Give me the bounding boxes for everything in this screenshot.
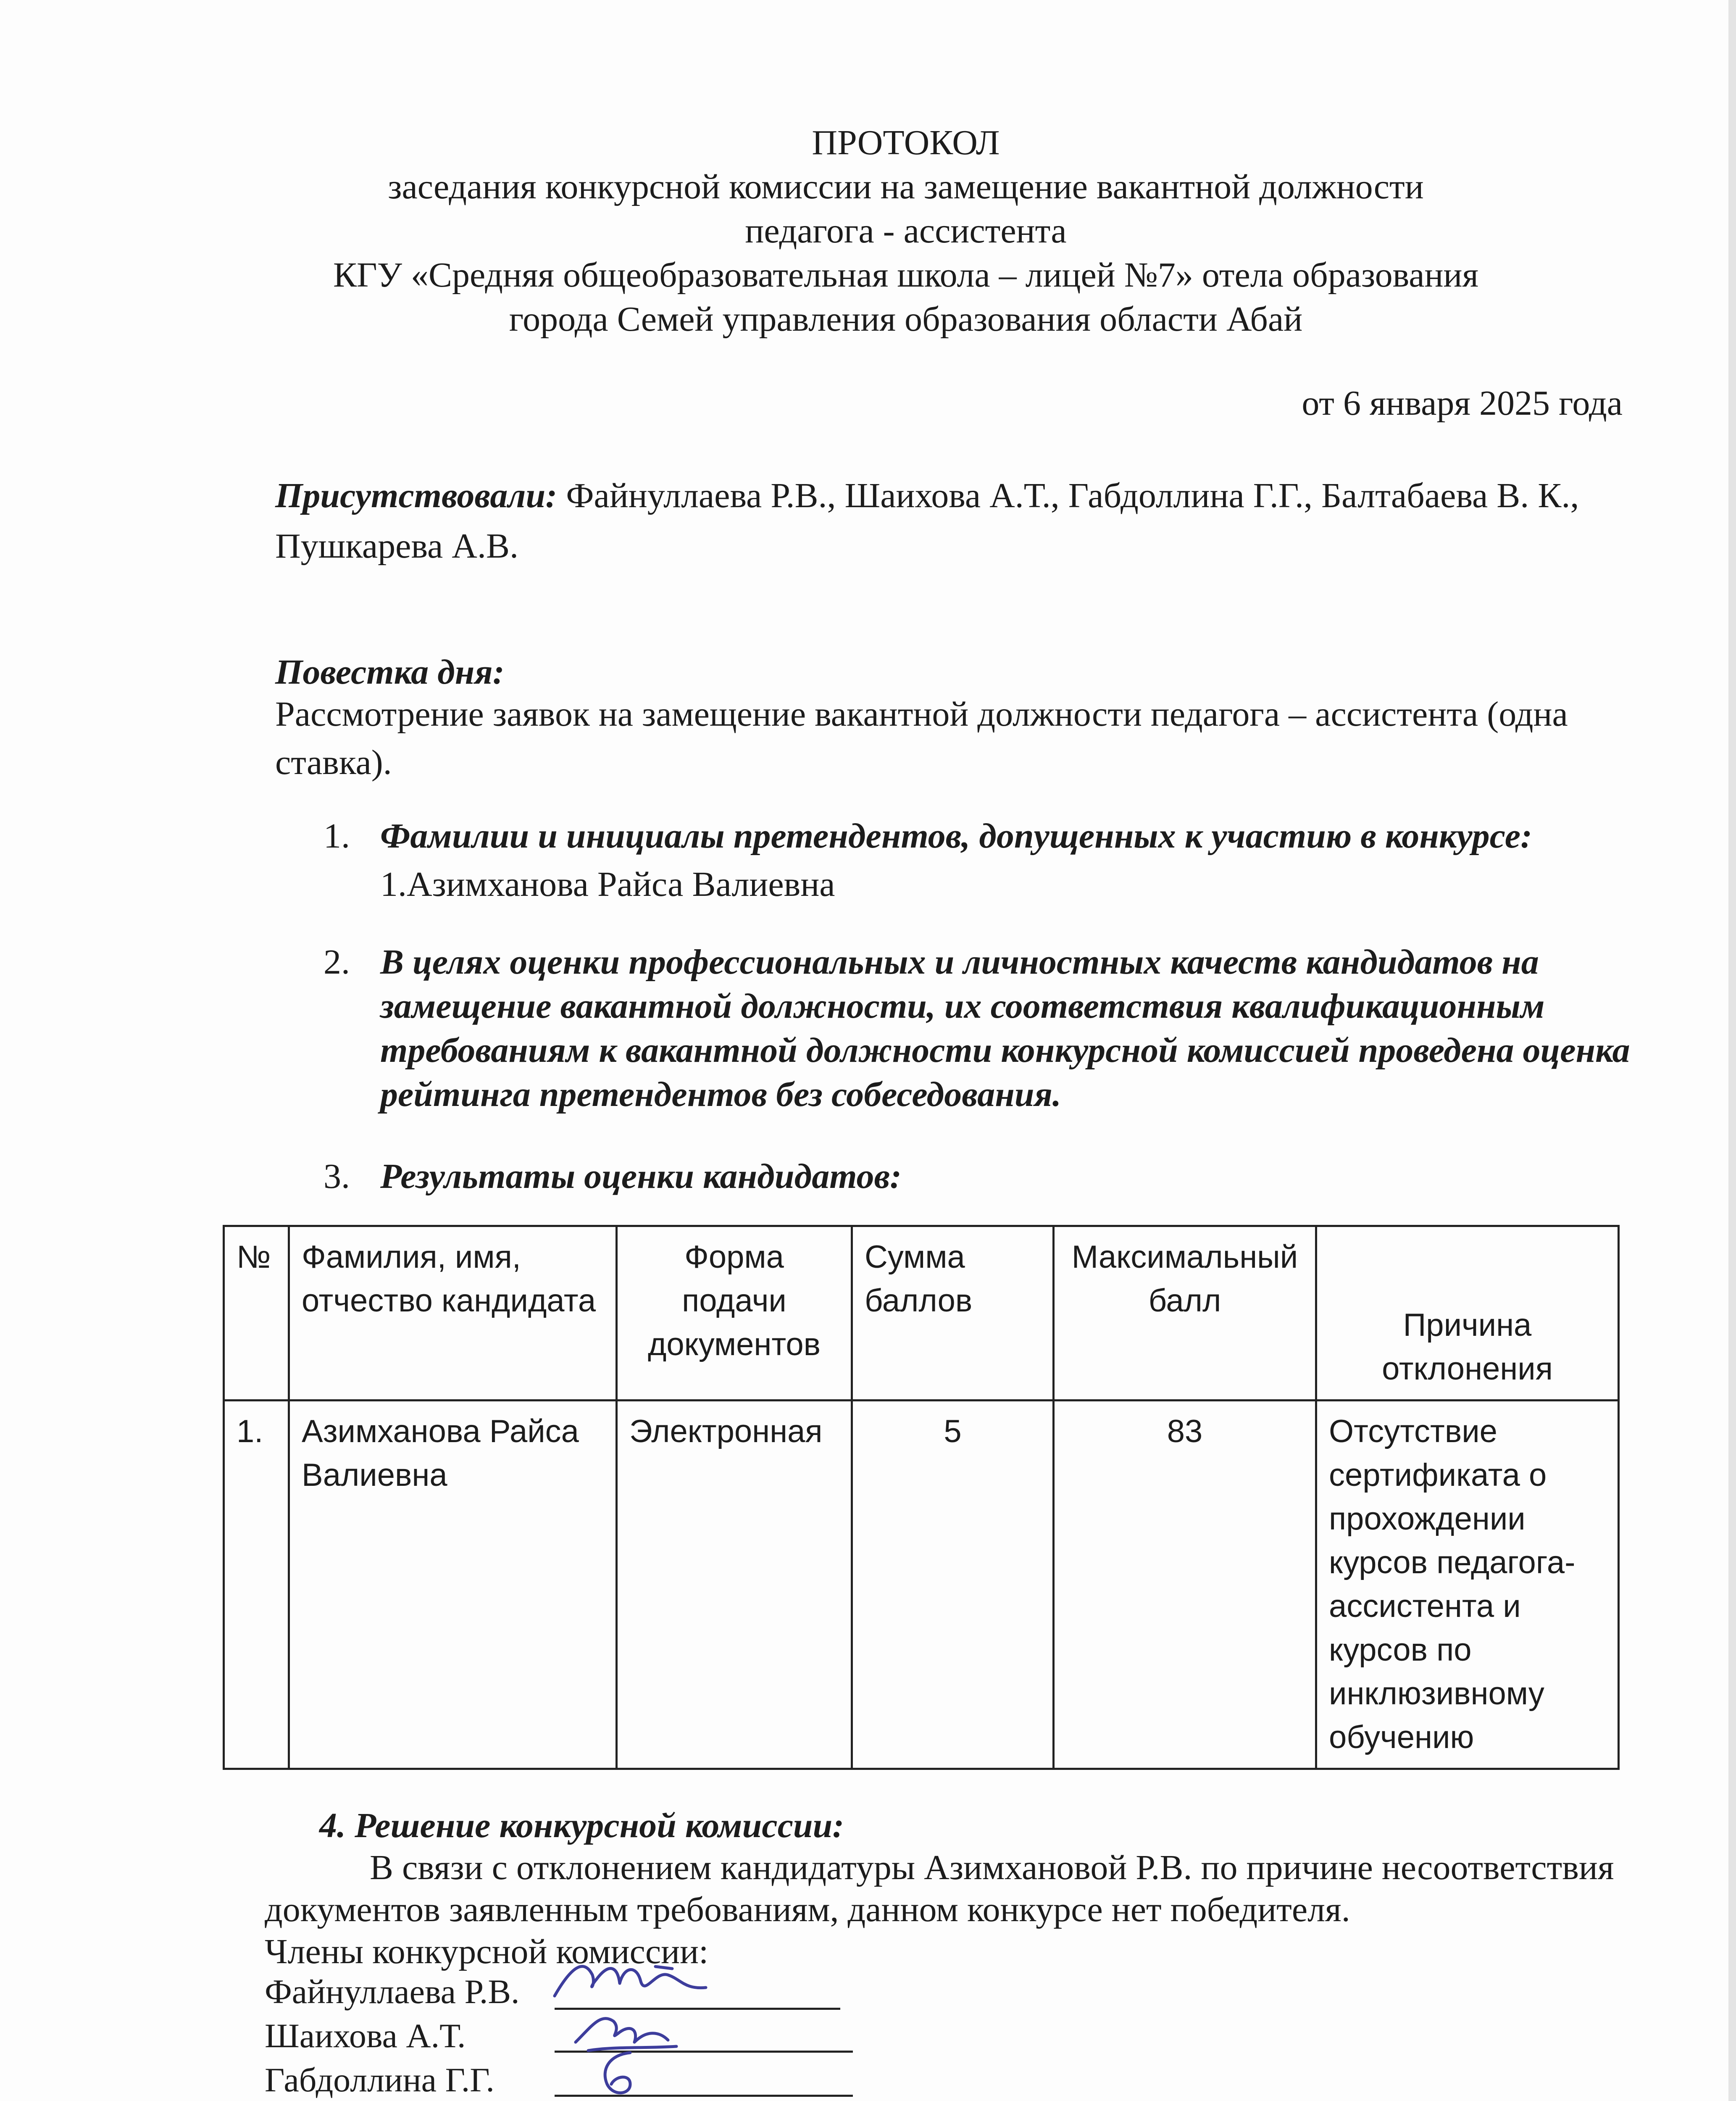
document-title: ПРОТОКОЛ [812, 123, 1000, 162]
header-form: Форма подачи документов [617, 1226, 852, 1401]
agenda-text-1: Рассмотрение заявок на замещение вакантной должности педагога – ассистента (одна [275, 695, 1568, 734]
header-name: Фамилия, имя, отчество кандидата [289, 1226, 617, 1401]
cell-num: 1. [224, 1401, 289, 1769]
cell-form: Электронная [617, 1401, 852, 1769]
member-name: Файнуллаева Р.В. [265, 1972, 520, 2011]
item-2-heading-2: замещение вакантной должности, их соответствия квалификационным [380, 987, 1545, 1026]
item-2-heading-3: требованиям к вакантной должности конкурсной комиссией проведена оценка [380, 1031, 1630, 1070]
header-reason: Причина отклонения [1316, 1226, 1619, 1401]
signature-image [563, 2090, 714, 2101]
item-2-heading-4: рейтинга претендентов без собеседования. [380, 1075, 1061, 1114]
cell-reason: Отсутствие сертификата о прохождении курсов педагога-ассистента и курсов по инклюзивному обучению [1316, 1401, 1619, 1769]
attendance-names-2: Пушкарева А.В. [275, 527, 518, 566]
decision-text-2: документов заявленным требованиям, данном конкурсе нет победителя. [265, 1890, 1350, 1929]
item-2-number: 2. [324, 943, 350, 982]
agenda-label: Повестка дня: [275, 653, 505, 692]
decision-heading: 4. Решение конкурсной комиссии: [319, 1806, 844, 1845]
item-3-number: 3. [324, 1157, 350, 1196]
cell-name: Азимханова Райса Валиевна [289, 1401, 617, 1769]
item-1-detail: 1.Азимханова Райса Валиевна [380, 865, 835, 904]
agenda-text-2: ставка). [275, 743, 392, 782]
cell-max: 83 [1054, 1401, 1316, 1769]
decision-text-1: В связи с отклонением кандидатуры Азимхановой Р.В. по причине несоответствия [370, 1848, 1614, 1887]
table-header-row [224, 1226, 1619, 1401]
header-line-1: заседания конкурсной комиссии на замещение вакантной должности [388, 167, 1424, 206]
header-line-3: КГУ «Средняя общеобразовательная школа – лицей №7» отела образования [333, 255, 1479, 295]
attendance-line-1 [275, 471, 1579, 521]
table-row [224, 1401, 1619, 1769]
document-date: от 6 января 2025 года [1302, 384, 1623, 423]
item-1-number: 1. [324, 816, 350, 856]
signature-image [546, 1950, 723, 2009]
header-line-2: педагога - ассистента [745, 211, 1067, 250]
member-name: Шаихова А.Т. [265, 2017, 466, 2055]
header-line-4: города Семей управления образования области Абай [509, 300, 1303, 339]
member-name: Габдоллина Г.Г. [265, 2061, 494, 2099]
members-label: Члены конкурсной комиссии: [265, 1932, 709, 1971]
attendance-label: Присутствовали: [275, 476, 558, 515]
item-3-heading: Результаты оценки кандидатов: [380, 1157, 902, 1196]
header-max: Максимальный балл [1054, 1226, 1316, 1401]
header-sum: Сумма баллов [852, 1226, 1054, 1401]
header-num: № [224, 1226, 289, 1401]
item-2-heading-1: В целях оценки профессиональных и личностных качеств кандидатов на [380, 943, 1539, 982]
item-1-heading: Фамилии и инициалы претендентов, допущенных к участию в конкурсе: [380, 816, 1533, 856]
cell-sum: 5 [852, 1401, 1054, 1769]
results-table [223, 1225, 1620, 1770]
attendance-names-1: Файнуллаева Р.В., Шаихова А.Т., Габдоллина Г.Г., Балтабаева В. К., [566, 476, 1579, 515]
